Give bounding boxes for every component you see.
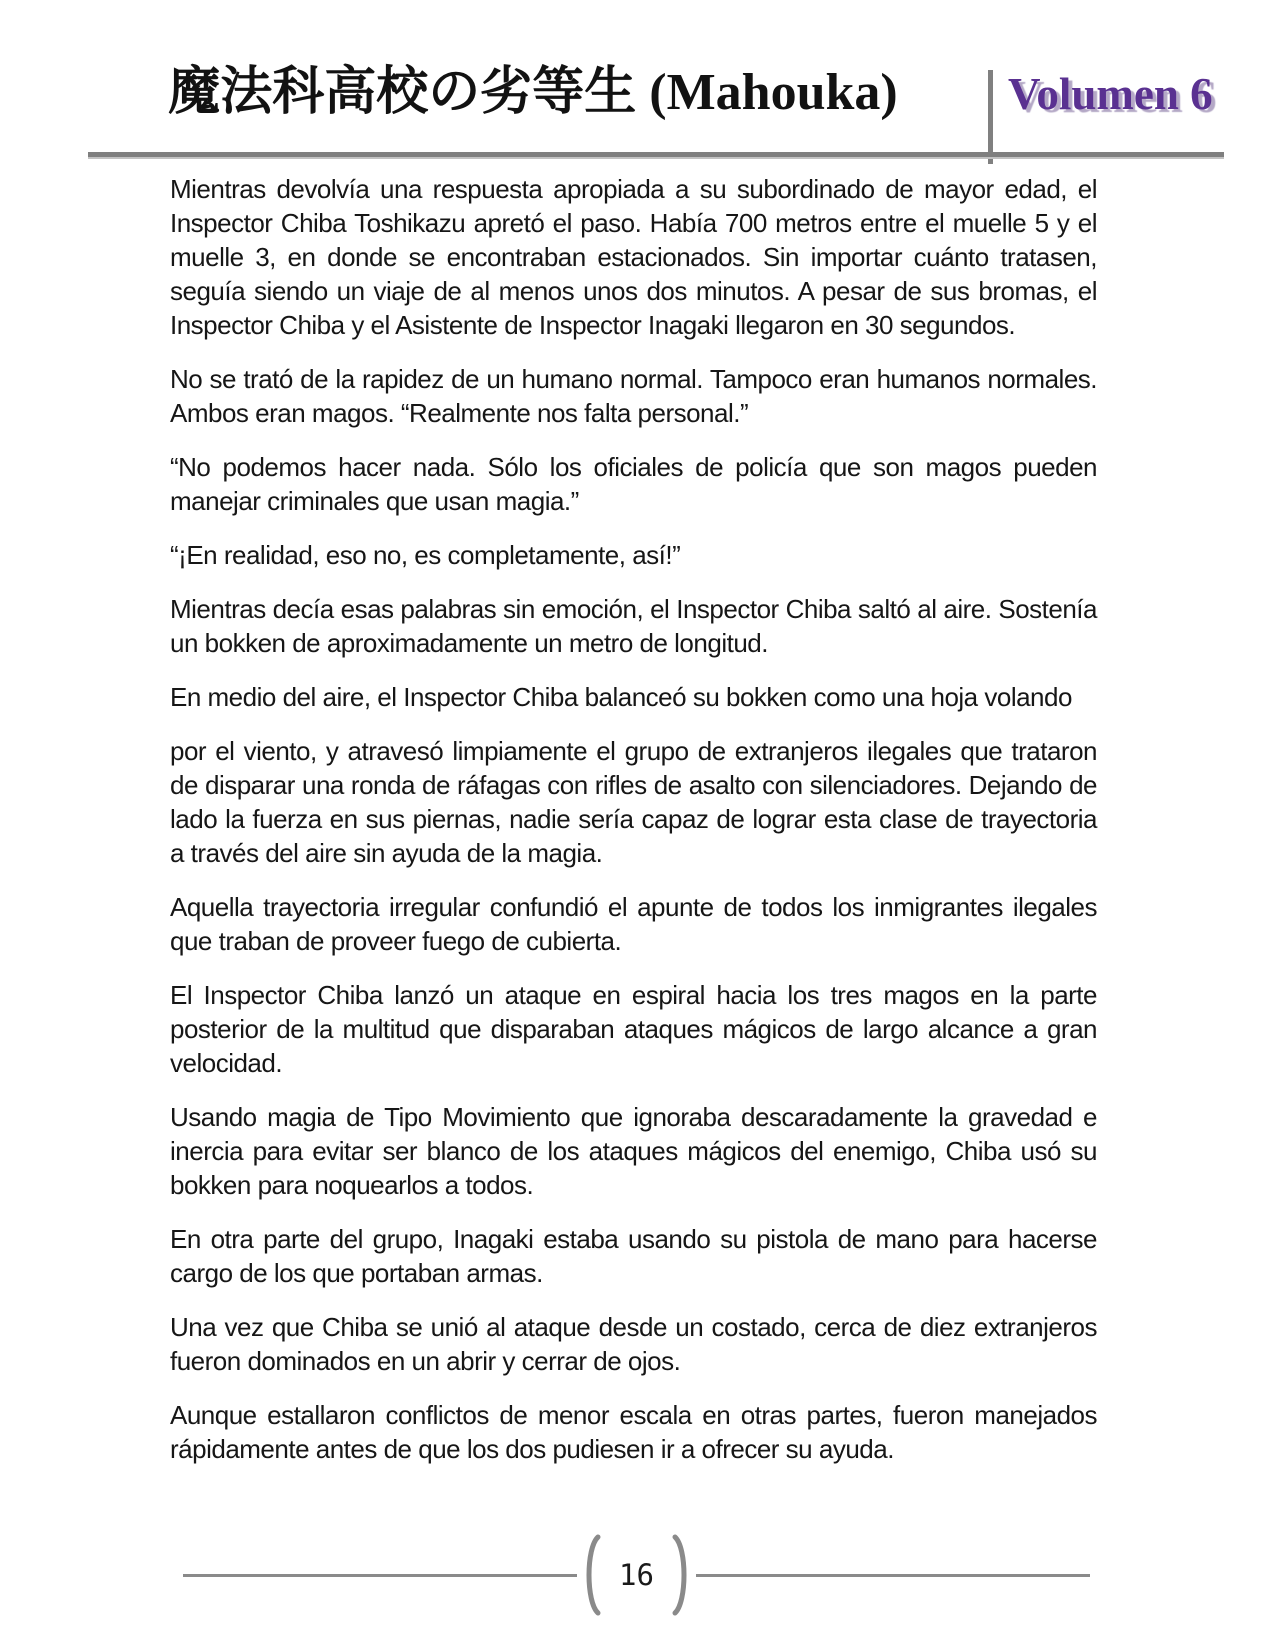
page-footer bbox=[183, 1533, 1090, 1617]
paragraph: Aquella trayectoria irregular confundió el apunte de todos los inmigrantes ilegales que traban de proveer fuego de cubierta. bbox=[170, 892, 1097, 956]
page-title: 魔法科高校の劣等生 (Mahouka) bbox=[168, 64, 898, 121]
volume-label: Volumen 6 bbox=[1008, 69, 1213, 119]
paragraph: “¡En realidad, eso no, es completamente, así!” bbox=[170, 540, 681, 570]
paragraph: En otra parte del grupo, Inagaki estaba usando su pistola de mano para hacerse cargo de los que portaban armas. bbox=[170, 1224, 1097, 1288]
paragraph: No se trató de la rapidez de un humano normal. Tampoco eran humanos normales. Ambos eran magos. “Realmente nos falta personal.” bbox=[170, 364, 1097, 428]
footer-rule-left bbox=[183, 1574, 577, 1577]
paragraph: Aunque estallaron conflictos de menor escala en otras partes, fueron manejados rápidamente antes de que los dos pudiesen ir a ofrecer su ayuda. bbox=[170, 1400, 1097, 1464]
paragraph: Usando magia de Tipo Movimiento que ignoraba descaradamente la gravedad e inercia para evitar ser blanco de los ataques mágicos del enemigo, Chiba usó su bokken para noquearlos a todos. bbox=[170, 1102, 1097, 1200]
paragraph: Mientras decía esas palabras sin emoción, el Inspector Chiba saltó al aire. Sostenía un bokken de aproximadamente un metro de longitud. bbox=[170, 594, 1097, 658]
paragraph: El Inspector Chiba lanzó un ataque en espiral hacia los tres magos en la parte posterior de la multitud que disparaban ataques mágicos de largo alcance a gran velocidad. bbox=[170, 980, 1097, 1078]
paragraph: Una vez que Chiba se unió al ataque desde un costado, cerca de diez extranjeros fueron dominados en un abrir y cerrar de ojos. bbox=[170, 1312, 1097, 1376]
header-vertical-divider bbox=[988, 70, 993, 164]
footer-rule-right bbox=[696, 1574, 1090, 1577]
body-text bbox=[170, 172, 1097, 1486]
header-horizontal-rule bbox=[88, 152, 1224, 159]
left-bracket-icon bbox=[577, 1533, 603, 1617]
paragraph: En medio del aire, el Inspector Chiba balanceó su bokken como una hoja volando bbox=[170, 682, 1072, 712]
page-number: 16 bbox=[619, 1558, 654, 1592]
paragraph: por el viento, y atravesó limpiamente el grupo de extranjeros ilegales que trataron de disparar una ronda de ráfagas con rifles de asalto con silenciadores. Dejando de lado la fuerza en sus piernas, nadie sería capaz de lograr esta clase de trayectoria a través del aire sin ayuda de la magia. bbox=[170, 736, 1097, 868]
paragraph: Mientras devolvía una respuesta apropiada a su subordinado de mayor edad, el Inspector Chiba Toshikazu apretó el paso. Había 700 metros entre el muelle 5 y el muelle 3, en donde se encontraban estacionados. Sin importar cuánto tratasen, seguía siendo un viaje de al menos unos dos minutos. A pesar de sus bromas, el Inspector Chiba y el Asistente de Inspector Inagaki llegaron en 30 segundos. bbox=[170, 174, 1097, 340]
paragraph: “No podemos hacer nada. Sólo los oficiales de policía que son magos pueden manejar criminales que usan magia.” bbox=[170, 452, 1097, 516]
right-bracket-icon bbox=[670, 1533, 696, 1617]
